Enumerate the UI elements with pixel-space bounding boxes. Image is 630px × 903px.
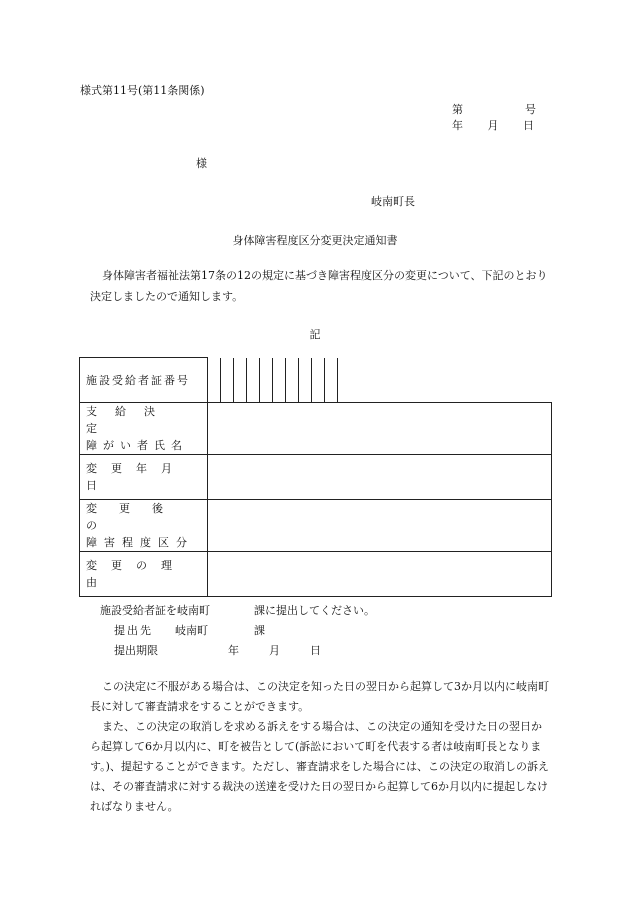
form-number: 様式第11号(第11条関係) bbox=[80, 84, 205, 97]
appeal-paragraph-1: この決定に不服がある場合は、この決定を知った日の翌日から起算して3か月以内に岐南町長に対して審査請求をすることができます。 bbox=[90, 680, 549, 713]
cert-number-boxes[interactable] bbox=[208, 358, 552, 402]
date-year: 年 bbox=[452, 119, 463, 132]
ki-heading: 記 bbox=[309, 328, 321, 341]
details-table bbox=[79, 357, 552, 597]
label-reason: 変更の理由 bbox=[80, 552, 208, 597]
table-row bbox=[80, 500, 552, 552]
dest-label: 提出先 bbox=[114, 624, 153, 637]
deadline-day: 日 bbox=[310, 644, 321, 657]
value-change-date[interactable] bbox=[208, 455, 552, 500]
issuer: 岐南町長 bbox=[371, 195, 415, 208]
appeal-paragraph-2: また、この決定の取消しを求める訴えをする場合は、この決定の通知を受けた日の翌日から起算して6か月以内に、町を被告として(訴訟において町を代表する者は岐南町長となります。)、提起することができます。ただし、審査請求をした場合には、この決定の取消しの訴えは、その審査請求に対する裁決の送達を受けた日の翌日から起算して6か月以内に提起しなければなりません。 bbox=[90, 720, 550, 813]
document-number bbox=[452, 100, 536, 120]
dest-dept: 課 bbox=[254, 624, 265, 637]
label-facility-cert-no: 施設受給者証番号 bbox=[80, 358, 208, 403]
appeal-notice bbox=[90, 677, 550, 817]
submission-notice bbox=[100, 601, 375, 661]
intro-paragraph: 身体障害者福祉法第17条の12の規定に基づき障害程度区分の変更について、下記のとおり決定しましたので通知します。 bbox=[90, 269, 548, 303]
submission-line-a: 施設受給者証を岐南町 bbox=[100, 604, 210, 617]
table-row bbox=[80, 358, 552, 403]
deadline-year: 年 bbox=[228, 644, 239, 657]
label-new-level: 変更後の 障害程度区分 bbox=[80, 500, 208, 552]
table-row bbox=[80, 403, 552, 455]
submission-line-b: 課に提出してください。 bbox=[254, 604, 375, 617]
value-decided-person[interactable] bbox=[208, 403, 552, 455]
deadline-label: 提出期限 bbox=[114, 644, 158, 657]
value-reason[interactable] bbox=[208, 552, 552, 597]
document-title: 身体障害程度区分変更決定通知書 bbox=[232, 234, 398, 247]
addressee-suffix: 様 bbox=[196, 157, 207, 170]
dest-town: 岐南町 bbox=[175, 624, 208, 637]
deadline-month: 月 bbox=[269, 644, 280, 657]
number-prefix: 第 bbox=[452, 103, 463, 116]
date-month: 月 bbox=[487, 119, 499, 132]
number-suffix: 号 bbox=[525, 103, 536, 116]
label-change-date: 変更年月日 bbox=[80, 455, 208, 500]
date-day: 日 bbox=[523, 119, 534, 132]
issue-date bbox=[452, 118, 534, 134]
label-decided-person: 支給決定 障がい者氏名 bbox=[80, 403, 208, 455]
table-row bbox=[80, 552, 552, 597]
table-row bbox=[80, 455, 552, 500]
value-new-level[interactable] bbox=[208, 500, 552, 552]
